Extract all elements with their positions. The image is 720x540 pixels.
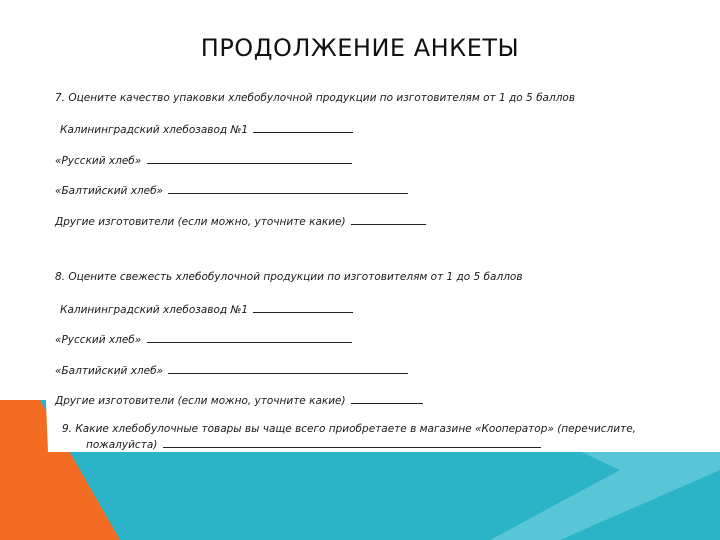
q8-option-kaliningrad (60, 301, 353, 317)
q8-option-kaliningrad-label: Калининградский хлебозавод №1 (60, 304, 249, 316)
q7-other-answer-field[interactable] (351, 213, 426, 225)
q7-kaliningrad-answer-field[interactable] (253, 121, 353, 133)
q8-baltiyskiy-answer-field[interactable] (168, 362, 408, 374)
q8-option-russkiy-label: «Русский хлеб» (55, 334, 142, 346)
q8-option-baltiyskiy-label: «Балтийский хлеб» (55, 365, 164, 377)
q8-kaliningrad-answer-field[interactable] (253, 301, 353, 313)
q7-option-baltiyskiy (55, 182, 408, 198)
q9-answer-field[interactable] (163, 436, 541, 448)
q7-option-other-label: Другие изготовители (если можно, уточните какие) (55, 216, 346, 228)
q7-russkiy-answer-field[interactable] (147, 152, 352, 164)
q7-option-russkiy-label: «Русский хлеб» (55, 155, 142, 167)
q7-option-baltiyskiy-label: «Балтийский хлеб» (55, 185, 164, 197)
q8-russkiy-answer-field[interactable] (147, 331, 352, 343)
q9-question-line2: пожалуйста) (86, 439, 158, 451)
q7-option-kaliningrad-label: Калининградский хлебозавод №1 (60, 124, 249, 136)
q7-question: 7. Оцените качество упаковки хлебобулочной продукции по изготовителям от 1 до 5 баллов (55, 92, 576, 104)
q7-option-kaliningrad (60, 121, 353, 137)
q9-question-line2-row (62, 436, 642, 452)
q7-option-other (55, 213, 426, 229)
q8-option-other (55, 392, 423, 408)
q8-option-baltiyskiy (55, 362, 408, 378)
page-title: ПРОДОЛЖЕНИЕ АНКЕТЫ (200, 34, 520, 62)
q7-option-russkiy (55, 152, 352, 168)
q9-question (62, 422, 642, 452)
q7-baltiyskiy-answer-field[interactable] (168, 182, 408, 194)
q8-question: 8. Оцените свежесть хлебобулочной продукции по изготовителям от 1 до 5 баллов (55, 271, 523, 283)
q8-other-answer-field[interactable] (351, 392, 423, 404)
q8-option-other-label: Другие изготовители (если можно, уточните какие) (55, 395, 346, 407)
q8-option-russkiy (55, 331, 352, 347)
q9-question-line1: 9. Какие хлебобулочные товары вы чаще всего приобретаете в магазине «Кооператор» (перечислите, (62, 423, 637, 435)
